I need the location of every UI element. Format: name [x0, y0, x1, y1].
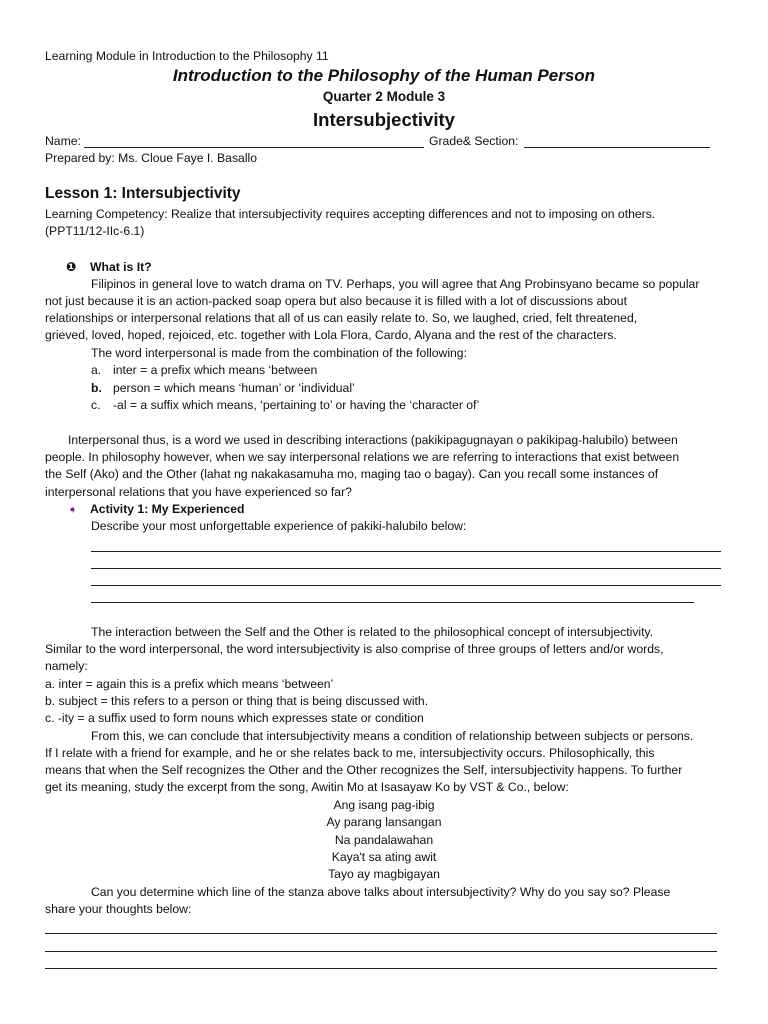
paragraph-line: get its meaning, study the excerpt from the song, Awitin Mo at Isasayaw Ko by VST & Co., below:	[45, 780, 569, 794]
song-line: Tayo ay magbigayan	[328, 867, 440, 881]
list-item: b.	[91, 381, 102, 395]
arrow-bullet-icon: ➧	[68, 504, 78, 516]
lesson-title: Lesson 1: Intersubjectivity	[45, 185, 241, 202]
module-line: Learning Module in Introduction to the Philosophy 11	[45, 49, 329, 63]
paragraph-line: If I relate with a friend for example, and he or she relates back to me, intersubjectivity occurs. Philosophically, this	[45, 746, 655, 760]
paragraph-line: not just because it is an action-packed soap opera but also because it is filled with a lot of discussions about	[45, 294, 627, 308]
answer-line[interactable]	[91, 585, 721, 586]
what-is-it-label: What is It?	[90, 260, 152, 274]
answer-line[interactable]	[45, 933, 717, 934]
song-line: Na pandalawahan	[334, 833, 434, 847]
list-item: b. subject = this refers to a person or thing that is being discussed with.	[45, 694, 429, 708]
song-line: Ay parang lansangan	[326, 815, 442, 829]
activity-instruction: Describe your most unforgettable experience of pakiki-halubilo below:	[91, 519, 467, 533]
question-line: Can you determine which line of the stanza above talks about intersubjectivity? Why do you say so? Please	[91, 885, 671, 899]
what-is-it-heading	[66, 259, 152, 276]
question-line: share your thoughts below:	[45, 902, 192, 916]
paragraph-line: Interpersonal thus, is a word we used in describing interactions (pakikipagugnayan o pakikipag-halubilo) between	[68, 433, 678, 447]
combination-intro: The word interpersonal is made from the combination of the following:	[91, 346, 467, 360]
page-title: Intersubjectivity	[313, 109, 455, 130]
paragraph-line: relationships or interpersonal relations that all of us can easily relate to. So, we laughed, cried, felt threatened,	[45, 311, 638, 325]
competency-code: (PPT11/12-IIc-6.1)	[45, 224, 145, 238]
paragraph-line: namely:	[45, 659, 88, 673]
paragraph-line: means that when the Self recognizes the Other and the Other recognizes the Self, intersubjectivity happens. To further	[45, 763, 683, 777]
song-line: Ang isang pag-ibig	[333, 798, 435, 812]
list-item: c. -ity = a suffix used to form nouns which expresses state or condition	[45, 711, 424, 725]
answer-line[interactable]	[91, 568, 721, 569]
grade-section-field[interactable]	[524, 147, 710, 148]
list-item-text: -al = a suffix which means, ‘pertaining to’ or having the ‘character of’	[113, 398, 480, 412]
grade-section-label: Grade& Section:	[429, 134, 519, 148]
answer-line[interactable]	[45, 968, 717, 969]
name-field[interactable]	[84, 147, 424, 148]
paragraph-line: The interaction between the Self and the Other is related to the philosophical concept of intersubjectivity.	[91, 625, 654, 639]
quarter-label: Quarter 2 Module 3	[322, 89, 446, 104]
list-item: c.	[91, 398, 101, 412]
list-item-text: person = which means ‘human’ or ‘individual’	[113, 381, 355, 395]
activity-title: Activity 1: My Experienced	[90, 502, 245, 516]
paragraph-line: interpersonal relations that you have experienced so far?	[45, 485, 352, 499]
competency-line: Learning Competency: Realize that intersubjectivity requires accepting differences and not to imposing on others.	[45, 207, 656, 221]
paragraph-line: grieved, loved, hoped, rejoiced, etc. together with Lola Flora, Cardo, Alyana and the rest of the characters.	[45, 328, 617, 342]
subject-title: Introduction to the Philosophy of the Human Person	[172, 66, 596, 85]
circled-bullet-icon: ❶	[66, 260, 77, 274]
answer-line[interactable]	[45, 951, 717, 952]
answer-line[interactable]	[91, 551, 721, 552]
song-line: Kaya't sa ating awit	[331, 850, 437, 864]
activity-heading	[68, 501, 244, 519]
list-item-text: inter = a prefix which means ‘between	[113, 363, 318, 377]
paragraph-line: Similar to the word interpersonal, the word intersubjectivity is also comprise of three groups of letters and/or words,	[45, 642, 664, 656]
paragraph-line: people. In philosophy however, when we say interpersonal relations we are referring to interactions that exist between	[45, 450, 680, 464]
paragraph-line: From this, we can conclude that intersubjectivity means a condition of relationship between subjects or persons.	[91, 729, 694, 743]
paragraph-line: the Self (Ako) and the Other (lahat ng nakakasamuha mo, maging tao o bagay). Can you recall some instances of	[45, 467, 659, 481]
answer-line[interactable]	[91, 602, 694, 603]
prepared-by: Prepared by: Ms. Cloue Faye I. Basallo	[45, 151, 258, 165]
paragraph-line: Filipinos in general love to watch drama on TV. Perhaps, you will agree that Ang Probinsyano became so popular	[91, 277, 700, 291]
list-item: a. inter = again this is a prefix which means ‘between’	[45, 677, 334, 691]
name-label: Name:	[45, 134, 81, 148]
list-item: a.	[91, 363, 102, 377]
